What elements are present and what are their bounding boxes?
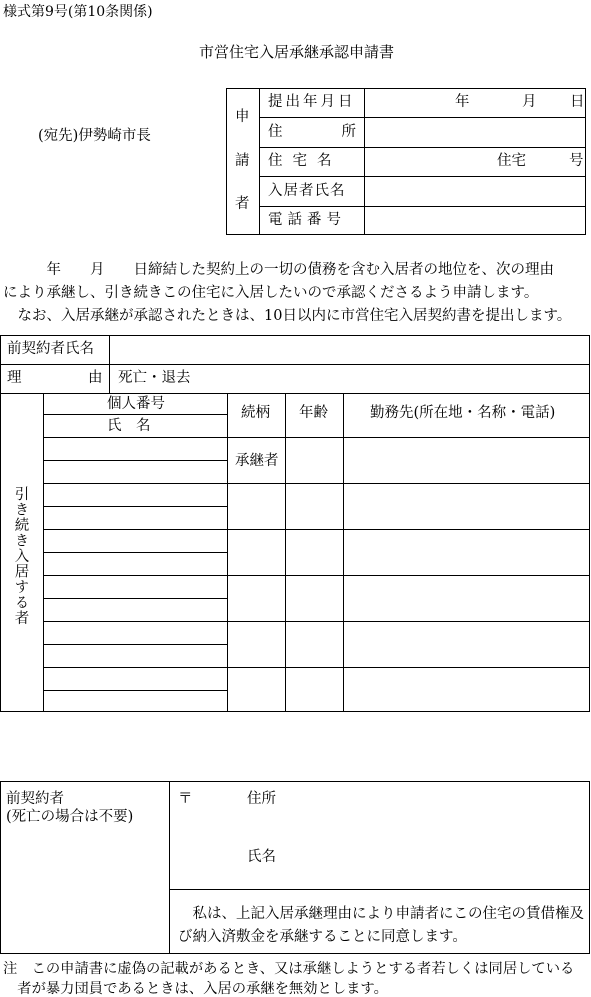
label-address-wrap <box>268 125 356 140</box>
date-year-unit: 年 <box>455 94 470 110</box>
col-relation: 続柄 <box>241 405 270 421</box>
first-relation-successor: 承継者 <box>235 453 279 469</box>
col-age: 年齢 <box>299 405 328 421</box>
label-address: 住 所 <box>268 124 356 140</box>
postal-mark: 〒 <box>178 791 193 807</box>
prev-contractor-field[interactable] <box>111 337 588 363</box>
applicant-side-1: 申 <box>235 109 250 125</box>
address-field[interactable] <box>366 119 584 146</box>
consent-name-label: 氏名 <box>247 849 276 865</box>
body-line-2: により承継し、引き続きこの住宅に入居したいので承認くださるよう申請します。 <box>3 285 539 301</box>
consent-address-label: 住所 <box>247 791 276 807</box>
house-suffix-jutaku: 住宅 <box>497 153 526 169</box>
date-month-unit: 月 <box>522 94 537 110</box>
resident-name-field[interactable] <box>366 178 584 205</box>
applicant-side-3: 者 <box>235 196 250 212</box>
label-phone: 電話番号 <box>268 212 346 228</box>
body-line-1: 年 月 日締結した契約上の一切の債務を含む入居者の地位を、次の理由 <box>3 262 554 278</box>
house-suffix-go: 号 <box>569 153 584 169</box>
col-work: 勤務先(所在地・名称・電話) <box>370 405 556 421</box>
page-title: 市営住宅入居承継承認申請書 <box>199 43 395 61</box>
reason-label-b: 由 <box>88 370 103 386</box>
consent-label-2: (死亡の場合は不要) <box>6 809 134 825</box>
col-personal-number: 個人番号 <box>107 396 165 412</box>
addressee: (宛先)伊勢崎市長 <box>38 128 151 144</box>
prev-contractor-label: 前契約者氏名 <box>7 341 94 357</box>
submit-date-field[interactable] <box>366 90 584 116</box>
note-line-2: 者が暴力団員であるときは、入居の承継を無効とします。 <box>3 981 388 997</box>
consent-label-1: 前契約者 <box>6 791 64 807</box>
reason-options[interactable]: 死亡・退去 <box>118 370 191 386</box>
consent-text-2: び納入済敷金を承継することに同意します。 <box>178 929 467 945</box>
date-day-unit: 日 <box>570 94 585 110</box>
label-house-name: 住宅名 <box>268 153 342 169</box>
house-name-field[interactable] <box>366 149 584 175</box>
label-submit-date: 提出年月日 <box>268 94 356 110</box>
consent-text-1: 私は、上記入居承継理由により申請者にこの住宅の賃借権及 <box>178 906 584 922</box>
label-resident-name: 入居者氏名 <box>268 183 346 199</box>
applicant-side-2: 請 <box>235 153 250 169</box>
body-line-3: なお、入居承継が承認されたときは、10日以内に市営住宅入居契約書を提出します。 <box>3 308 572 324</box>
note-line-1: 注 この申請書に虚偽の記載があるとき、又は承継しようとする者若しくは同居している <box>3 961 575 977</box>
reason-label-a: 理 <box>7 370 22 386</box>
form-number: 様式第9号(第10条関係) <box>3 4 153 20</box>
col-name: 氏 名 <box>107 418 151 434</box>
main-table <box>0 335 590 712</box>
continuing-side-label: 引き続き入居する者 <box>12 486 29 626</box>
phone-field[interactable] <box>366 208 584 234</box>
